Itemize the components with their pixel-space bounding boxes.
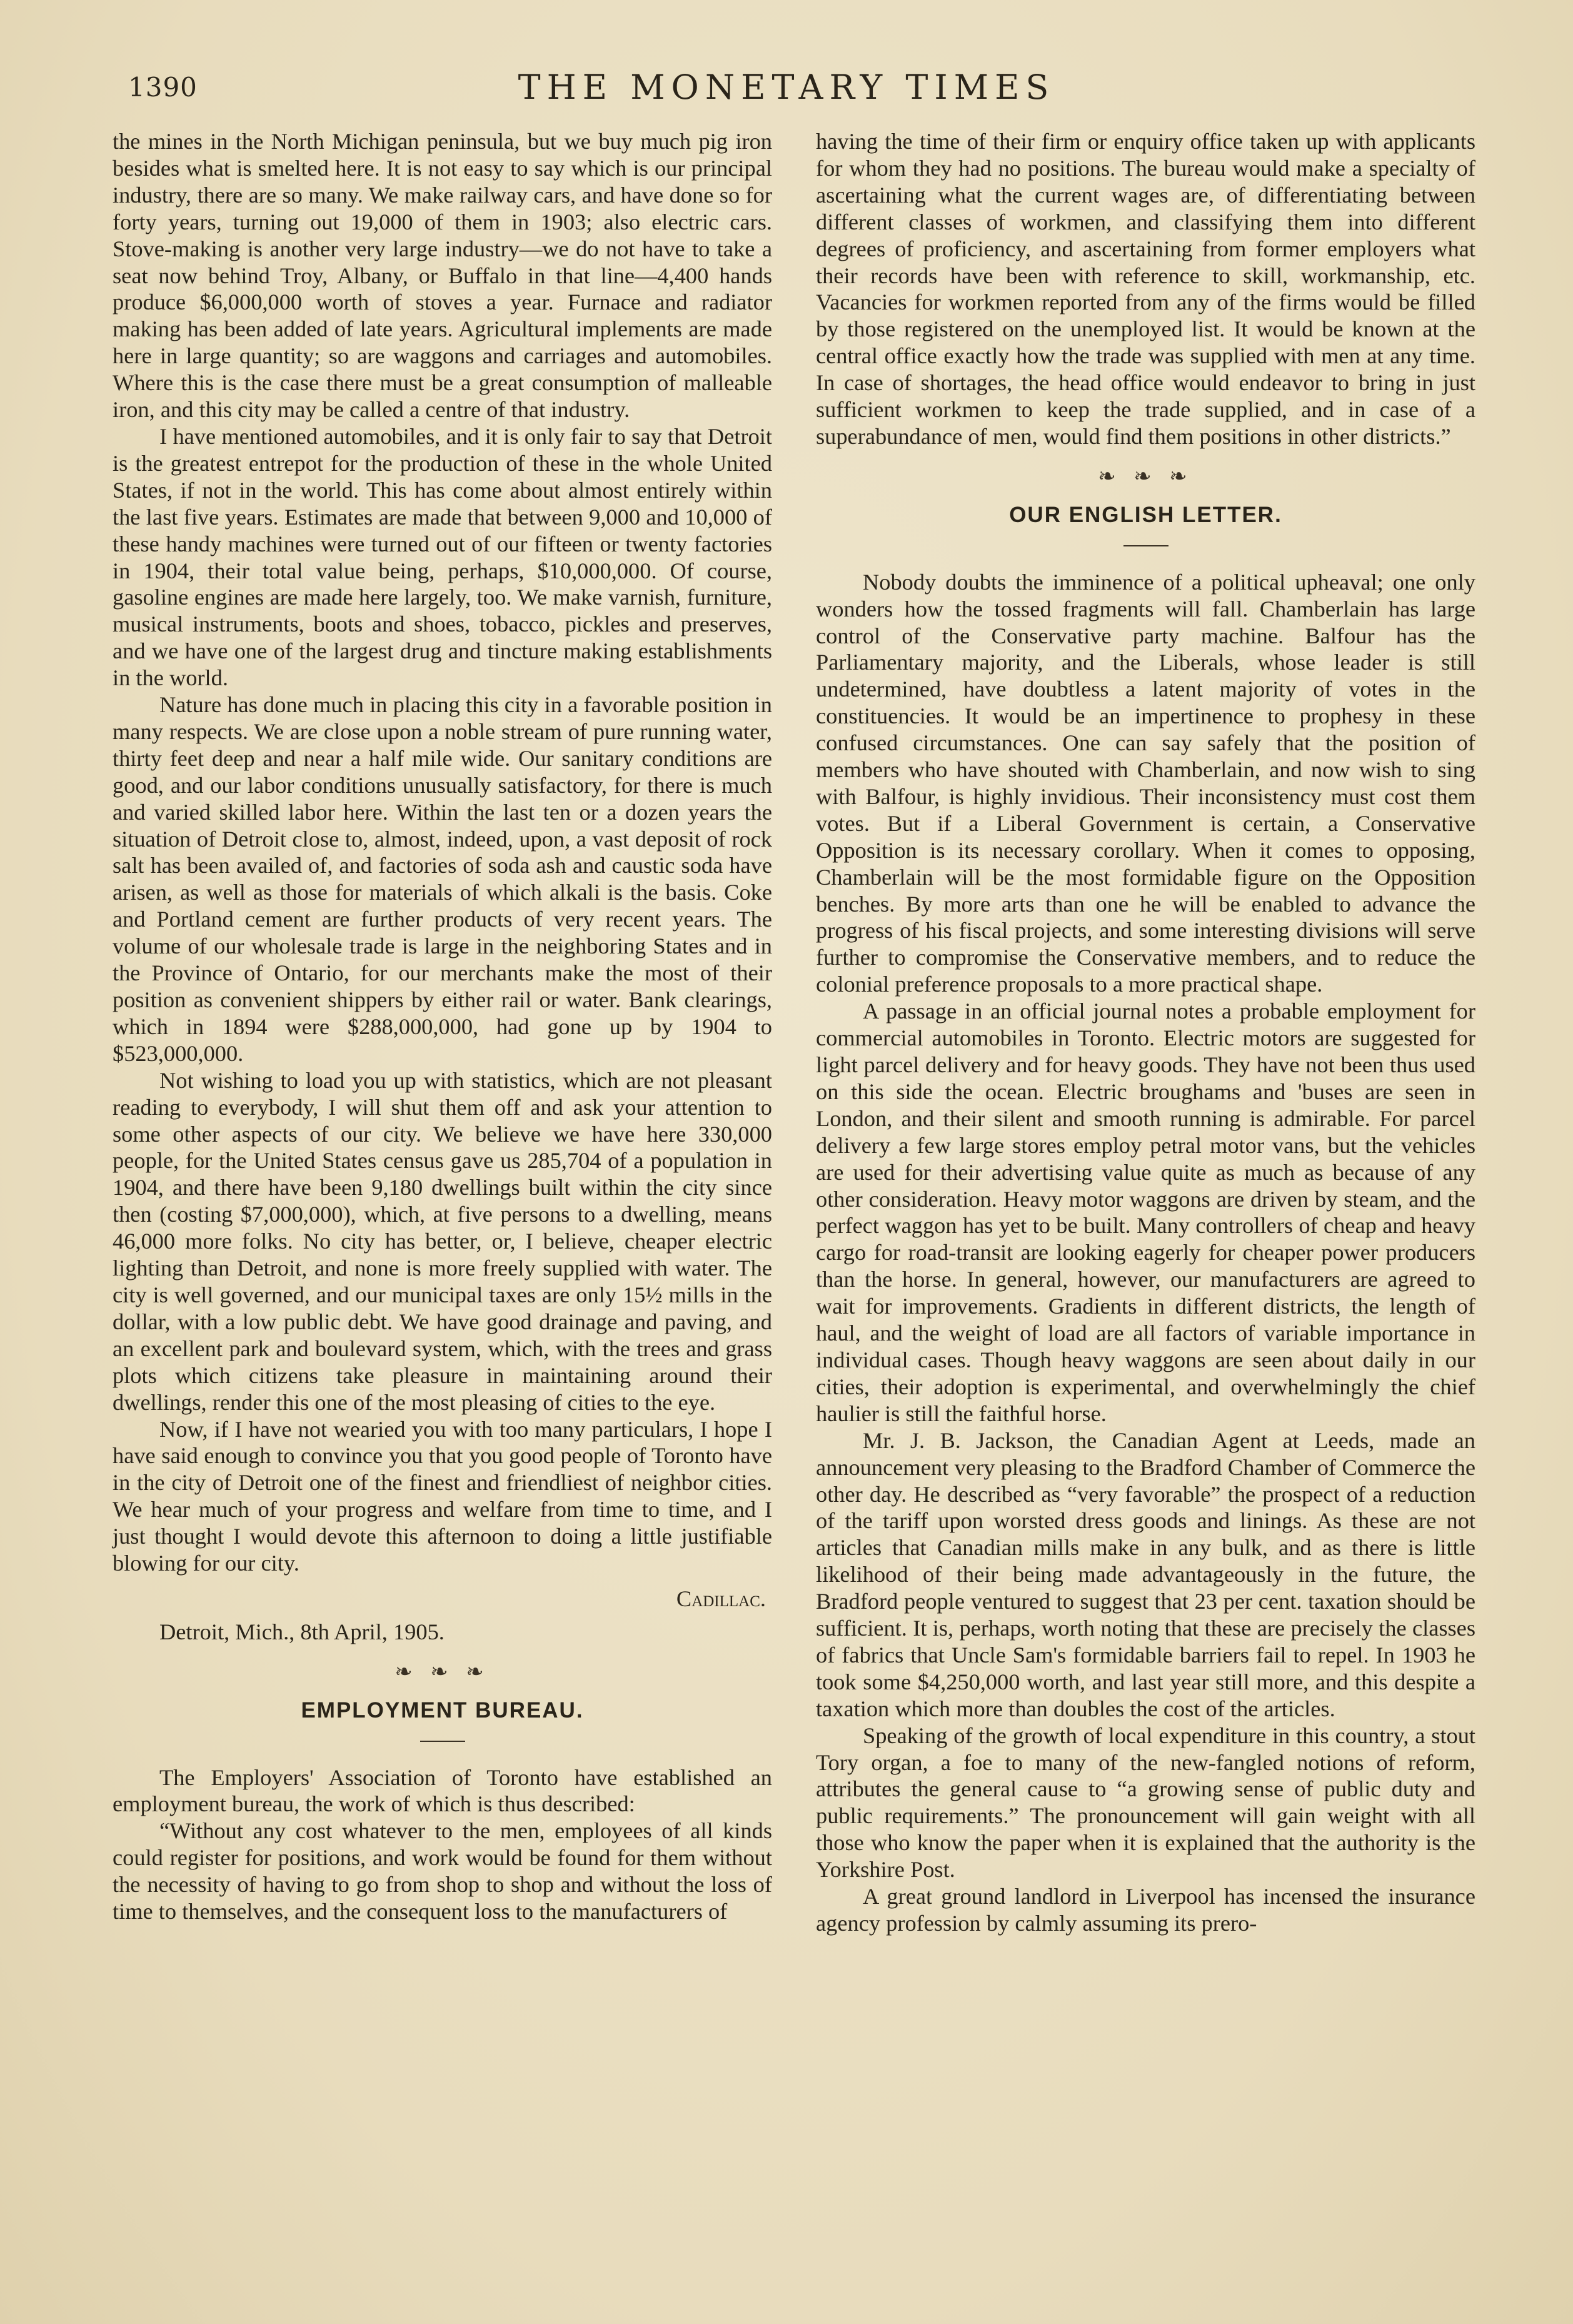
paragraph: Nature has done much in placing this city in a favorable position in many respects. We are close upon a noble stream of pure running water, thirty feet deep and near a half mile wide. Our sanitary conditions are good, and our labor conditions unusually satisfactory, for there is much and varied skilled labor here. Within the last ten or a dozen years the situation of Detroit close to, almost, indeed, upon, a vast deposit of rock salt has been availed of, and factories of soda ash and caustic soda have arisen, as well as those for materials of which alkali is the basis. Coke and Portland cement are further products of very recent years. The volume of our wholesale trade is large in the neighboring States and in the Province of Ontario, for our merchants make the most of their position as convenient shippers by either rail or water. Bank clearings, which in 1894 were $288,000,000, had gone up by 1904 to $523,000,000. xyxy=(113,692,772,1066)
paragraph: A great ground landlord in Liverpool has incensed the insurance agency profession by calmly assuming its prero- xyxy=(816,1884,1475,1936)
section-ornament: ❧ ❧ ❧ xyxy=(395,1660,490,1684)
paragraph: The Employers' Association of Toronto have established an employment bureau, the work of which is thus described: xyxy=(113,1764,772,1817)
paragraph: “Without any cost whatever to the men, employees of all kinds could register for positions, and work would be found for them without the necessity of having to go from shop to shop and without the loss of time to themselves, and the consequent loss to the manufacturers of xyxy=(113,1818,772,1924)
paragraph: I have mentioned automobiles, and it is only fair to say that Detroit is the greatest entrepot for the production of these in the whole United States, if not in the world. This has come about almost entirely within the last five years. Estimates are made that between 9,000 and 10,000 of these handy machines were turned out of our fifteen or twenty factories in 1904, their total value being, perhaps, $10,000,000. Of course, gasoline engines are made here largely, too. We make varnish, furniture, musical instruments, boots and shoes, tobacco, pickles and preserves, and we have one of the largest drug and tincture making establishments in the world. xyxy=(113,423,772,691)
page-number: 1390 xyxy=(128,72,198,103)
paragraph: Nobody doubts the imminence of a political upheaval; one only wonders how the tossed fragments will fall. Chamberlain has large control of the Conservative party machine. Balfour has the Parliamentary majority, and the Liberals, whose leader is still undetermined, have doubtless a latent majority of votes in the constituencies. It would be an impertinence to prophesy in these confused circumstances. One can say safely that the position of members who have shouted with Chamberlain, and now wish to sing with Balfour, is highly invidious. Their inconsistency must cost them votes. But if a Liberal Government is certain, a Conservative Opposition is its necessary corollary. When it comes to opposing, Chamberlain will be the most formidable figure on the Opposition benches. By more arts than one he will be enabled to advance the progress of his fiscal projects, and some interesting divisions will serve further to compromise the Conservative members, and to reduce the colonial preference proposals to a more practical shape. xyxy=(816,569,1475,997)
dateline: Detroit, Mich., 8th April, 1905. xyxy=(159,1619,445,1644)
paragraph: Not wishing to load you up with statistics, which are not pleasant reading to everybody, I will shut them off and ask your attention to some other aspects of our city. We believe we have here 330,000 people, for the United States census gave us 285,704 of a population in 1904, and there have been 9,180 dwellings built within the city since then (costing $7,000,000), which, at five persons to a dwelling, means 46,000 more folks. No city has better, or, I believe, cheaper electric lighting than Detroit, and none is more freely supplied with water. The city is well governed, and our municipal taxes are only 15½ mills in the dollar, with a low public debt. We have good drainage and paving, and an excellent park and boulevard system, which, with the trees and grass plots which citizens take pleasure in maintaining around their dwellings, render this one of the most pleasing of cities to the eye. xyxy=(113,1067,772,1415)
signature: Cadillac. xyxy=(676,1586,766,1611)
section-rule xyxy=(420,1741,465,1742)
paragraph: A passage in an official journal notes a probable employment for commercial automobiles in Toronto. Electric motors are suggested for light parcel delivery and for heavy goods. They have not been thus used on this side the ocean. Electric broughams and 'buses are seen in London, and their silent and smooth running is admirable. For parcel delivery a few large stores employ petral motor vans, but the vehicles are used for their advertising value quite as much as because of any other consideration. Heavy motor waggons are driven by steam, and the perfect waggon has yet to be built. Many controllers of cheap and heavy cargo for road-transit are looking eagerly for cheaper power producers than the horse. In general, however, our manufacturers are agreed to wait for improvements. Gradients in different districts, the length of haul, and the weight of load are all factors of variable importance in individual cases. Though heavy waggons are seen about daily in our cities, their adoption is experimental, and overwhelmingly the chief haulier is still the faithful horse. xyxy=(816,999,1475,1426)
paragraph: the mines in the North Michigan peninsula, but we buy much pig iron besides what is smelted here. It is not easy to say which is our principal industry, there are so many. We make railway cars, and have done so for forty years, turning out 19,000 of them in 1903; also electric cars. Stove-making is another very large industry—we do not have to take a seat now behind Troy, Albany, or Buffalo in that line—4,400 hands produce $6,000,000 worth of stoves a year. Furnace and radiator making has been added of late years. Agricultural implements are made here in large quantity; so are waggons and carriages and automobiles. Where this is the case there must be a great consumption of malleable iron, and this city may be called a centre of that industry. xyxy=(113,129,772,423)
section-ornament: ❧ ❧ ❧ xyxy=(1098,465,1194,488)
right-column xyxy=(816,128,1475,1937)
paragraph: Mr. J. B. Jackson, the Canadian Agent at Leeds, made an announcement very pleasing to the Bradford Chamber of Commerce the other day. He described as “very favorable” the prospect of a reduction of the tariff upon worsted dress goods and linings. As these are not articles that Canadian mills make in any bulk, and as there is little likelihood of their being made advantageously in the future, the Bradford people ventured to suggest that 23 per cent. taxation should be sufficient. It is, perhaps, worth noting that these are precisely the classes of fabrics that Uncle Sam's formidable barriers fail to repel. In 1903 he took some $4,250,000 worth, and last year still more, and this despite a taxation which more than doubles the cost of the articles. xyxy=(816,1427,1475,1721)
section-title: EMPLOYMENT BUREAU. xyxy=(301,1698,584,1723)
running-title: THE MONETARY TIMES xyxy=(518,68,1055,107)
section-rule xyxy=(1123,545,1168,546)
paragraph: having the time of their firm or enquiry office taken up with applicants for whom they had no positions. The bureau would make a specialty of ascertaining what the current wages are, of differentiating between different classes of workmen, and classifying them into different degrees of proficiency, and ascertaining from former employers what their records have been with reference to skill, workmanship, etc. Vacancies for workmen reported from any of the firms would be filled by those registered on the unemployed list. It would be known at the central office exactly how the trade was supplied with men at any time. In case of shortages, the head office would endeavor to bring in just sufficient workmen to keep the trade supplied, and in case of a superabundance of men, would find them positions in other districts.” xyxy=(816,129,1475,449)
left-column xyxy=(113,128,772,1925)
paragraph: Now, if I have not wearied you with too many particulars, I hope I have said enough to convince you that you good people of Toronto have in the city of Detroit one of the finest and friendliest of neighbor cities. We hear much of your progress and welfare from time to time, and I just thought I would devote this afternoon to doing a little justifiable blowing for our city. xyxy=(113,1416,772,1576)
section-title: OUR ENGLISH LETTER. xyxy=(1009,502,1282,527)
paragraph: Speaking of the growth of local expenditure in this country, a stout Tory organ, a foe to many of the new-fangled notions of reform, attributes the general cause to “a growing sense of public duty and public requirements.” The pronouncement will gain weight with all those who know the paper when it is explained that the authority is the Yorkshire Post. xyxy=(816,1723,1475,1883)
